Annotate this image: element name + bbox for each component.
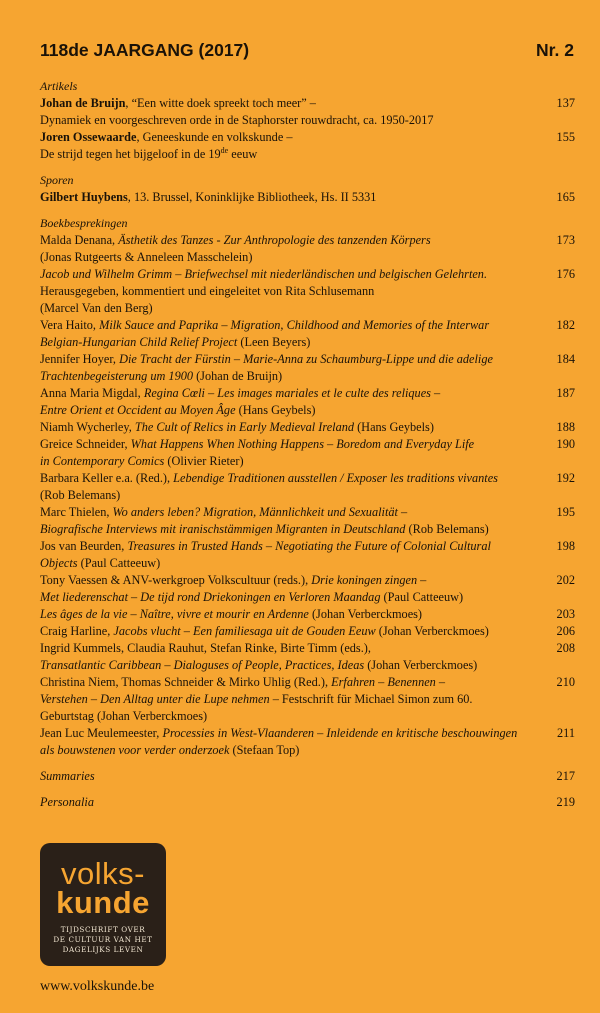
reviewer: (Stefaan Top) [229,743,300,757]
review-title-cont: als bouwstenen voor verder onderzoek [40,743,230,757]
logo-tagline: TIJDSCHRIFT OVER DE CULTUUR VAN HET DAGELIJKS LEVEN [53,925,153,954]
entry-page: 192 [556,471,575,485]
superscript: de [220,145,229,155]
review-title: Processies in West-Vlaanderen – Inleidende en kritische beschouwingen [162,726,518,740]
review-entry [40,436,575,470]
review-entry [40,640,575,674]
section-label-boekbesprekingen: Boekbesprekingen [40,216,128,230]
review-entry [40,606,575,623]
review-author: Malda Denana, [40,233,119,247]
entry-title: , “Een witte doek spreekt toch meer” – [125,96,316,110]
review-author: Niamh Wycherley, [40,420,135,434]
entry-page: 202 [556,573,575,587]
entry-page: 217 [556,769,575,783]
review-title: Wo anders leben? Migration, Männlichkeit und Sexualität – [112,505,408,519]
review-title-cont: Entre Orient et Occident au Moyen Âge [40,403,236,417]
personalia-label: Personalia [40,795,94,809]
review-title-cont: in Contemporary Comics [40,454,165,468]
entry-page: 206 [556,624,575,638]
review-title: Les âges de la vie – Naître, vivre et mourir en Ardenne [40,607,309,621]
reviewer: (Johan Verberckmoes) [375,624,489,638]
entry-subtitle: Dynamiek en voorgeschreven orde in de Staphorster rouwdracht, ca. 1950-2017 [40,113,434,127]
reviewer: (Marcel Van den Berg) [40,301,153,315]
entry-page: 184 [556,352,575,366]
review-title: Erfahren – Benennen – [331,675,446,689]
section-label-artikels: Artikels [40,79,78,93]
reviewer: (Johan Verberckmoes) [364,658,478,672]
reviewer: (Paul Catteeuw) [380,590,464,604]
entry-page: 190 [556,437,575,451]
review-entry [40,504,575,538]
reviewer: (Johan de Bruijn) [193,369,283,383]
entry-page: 137 [556,96,575,110]
review-editor: Herausgegeben, kommentiert und eingeleitet von Rita Schlusemann [40,284,375,298]
section-label-sporen: Sporen [40,173,74,187]
reviewer: (Rob Belemans) [405,522,489,536]
toc-entry-summaries [40,768,575,785]
entry-page: 208 [556,641,575,655]
review-author: Barbara Keller e.a. (Red.), [40,471,174,485]
review-title: The Cult of Relics in Early Medieval Ireland [134,420,355,434]
review-title-cont: Trachtenbegeisterung um 1900 [40,369,194,383]
review-title-cont: Met liederenschat – De tijd rond Driekoningen en Verloren Maandag [40,590,381,604]
entry-page: 176 [556,267,575,281]
entry-title: , 13. Brussel, Koninklijke Bibliotheek, Hs. II 5331 [127,190,377,204]
review-author: Ingrid Kummels, Claudia Rauhut, Stefan Rinke, Birte Timm (eds.), [40,641,371,655]
reviewer: (Leen Beyers) [237,335,311,349]
toc-entry [40,95,575,129]
review-author: Tony Vaessen & ANV-werkgroep Volkscultuur (reds.), [40,573,312,587]
issue-header [40,40,574,61]
logo-line-1: volks- [61,856,145,891]
reviewer: Geburtstag (Johan Verberckmoes) [40,709,208,723]
entry-page: 173 [556,233,575,247]
toc-entry-personalia [40,794,575,811]
review-author: Jean Luc Meulemeester, [40,726,163,740]
review-author: Craig Harline, [40,624,114,638]
review-author: Marc Thielen, [40,505,113,519]
review-entry [40,674,575,725]
review-title: Lebendige Traditionen ausstellen / Exposer les traditions vivantes [173,471,498,485]
entry-subtitle-end: eeuw [228,147,258,161]
review-title: Drie koningen zingen – [311,573,427,587]
review-entry [40,623,575,640]
entry-page: 210 [556,675,575,689]
entry-page: 198 [556,539,575,553]
volkskunde-logo [40,843,166,966]
review-entry [40,232,575,266]
table-of-contents [40,78,575,811]
review-title-rest: – Festschrift für Michael Simon zum 60. [269,692,473,706]
review-entry [40,266,575,317]
logo-line-2: kunde [56,885,150,920]
review-author: Greice Schneider, [40,437,131,451]
website-url[interactable]: www.volkskunde.be [40,979,155,994]
entry-page: 219 [556,795,575,809]
review-title: Milk Sauce and Paprika – Migration, Childhood and Memories of the Interwar [99,318,490,332]
review-title-cont: Biografische Interviews mit iranischstämmigen Migranten in Deutschland [40,522,406,536]
summaries-label: Summaries [40,769,95,783]
entry-author: Johan de Bruijn [40,96,126,110]
review-entry [40,572,575,606]
review-entry [40,351,575,385]
reviewer: (Hans Geybels) [354,420,434,434]
issue-number: Nr. 2 [536,40,574,60]
entry-page: 155 [556,130,575,144]
volume-title: 118de JAARGANG (2017) [40,40,250,60]
reviewer: (Jonas Rutgeerts & Anneleen Masschelein) [40,250,253,264]
entry-page: 182 [556,318,575,332]
review-entry [40,385,575,419]
review-author: Vera Haito, [40,318,100,332]
entry-page: 203 [556,607,575,621]
review-entry [40,419,575,436]
entry-page: 211 [557,726,575,740]
entry-subtitle: De strijd tegen het bijgeloof in de 19 [40,147,221,161]
review-title: Treasures in Trusted Hands – Negotiating the Future of Colonial Cultural [127,539,491,553]
toc-entry [40,189,575,206]
toc-entry [40,129,575,163]
entry-page: 187 [556,386,575,400]
entry-page: 188 [556,420,575,434]
review-entry [40,317,575,351]
review-title-cont: Belgian-Hungarian Child Relief Project [40,335,238,349]
review-title-cont: Verstehen – Den Alltag unter die Lupe nehmen [40,692,270,706]
entry-author: Gilbert Huybens [40,190,128,204]
review-title: Die Tracht der Fürstin – Marie-Anna zu Schaumburg-Lippe und die adelige [119,352,493,366]
reviewer: (Johan Verberckmoes) [308,607,423,621]
review-title: What Happens When Nothing Happens – Boredom and Everyday Life [130,437,475,451]
review-entry [40,538,575,572]
entry-author: Joren Ossewaarde [40,130,137,144]
entry-title: , Geneeskunde en volkskunde – [136,130,293,144]
review-entry [40,725,575,759]
review-entry [40,470,575,504]
reviewer: (Olivier Rieter) [164,454,244,468]
review-title: Ästhetik des Tanzes - Zur Anthropologie des tanzenden Körpers [118,233,431,247]
review-author: Jos van Beurden, [40,539,128,553]
review-author: Anna Maria Migdal, [40,386,144,400]
reviewer: (Rob Belemans) [40,488,121,502]
entry-page: 195 [556,505,575,519]
review-author: Jennifer Hoyer, [40,352,120,366]
review-title: Jacob und Wilhelm Grimm – Briefwechsel mit niederländischen und belgischen Gelehrten. [40,267,488,281]
review-title: Transatlantic Caribbean – Dialoguses of People, Practices, Ideas [40,658,365,672]
review-title: Regina Cœli – Les images mariales et le culte des reliques – [143,386,441,400]
review-author: Christina Niem, Thomas Schneider & Mirko Uhlig (Red.), [40,675,332,689]
reviewer: (Paul Catteeuw) [77,556,161,570]
entry-page: 165 [556,190,575,204]
reviewer: (Hans Geybels) [235,403,316,417]
review-title-cont: Objects [40,556,78,570]
review-title: Jacobs vlucht – Een familiesaga uit de Gouden Eeuw [113,624,376,638]
